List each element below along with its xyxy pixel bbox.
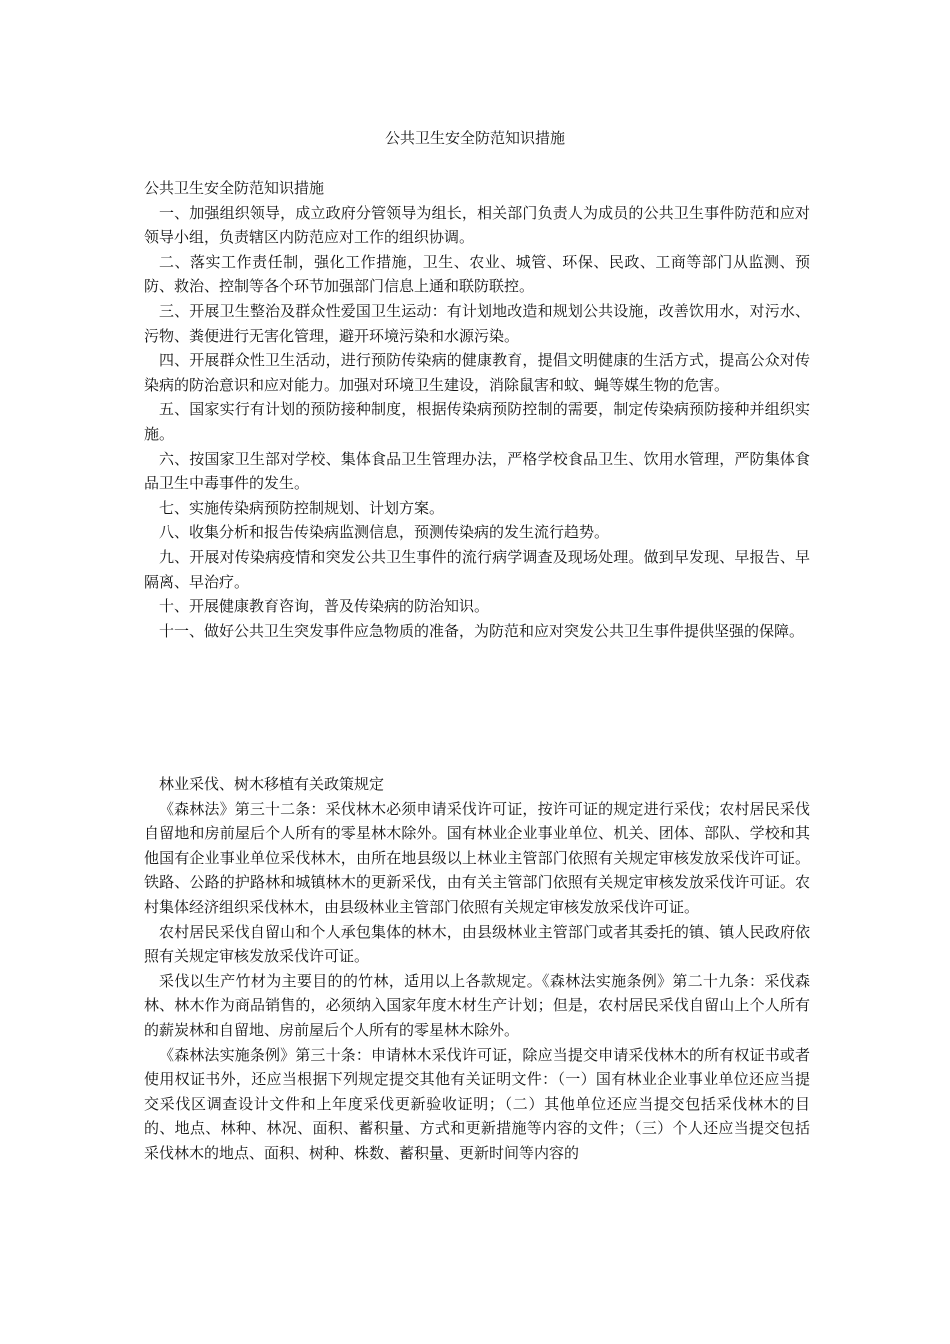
section-forestry-policy	[144, 772, 810, 1166]
paragraph: 十、开展健康教育咨询，普及传染病的防治知识。	[159, 597, 490, 616]
paragraph: 九、开展对传染病疫情和突发公共卫生事件的流行病学调查及现场处理。做到早发现、早报告、早隔离、早治疗。	[144, 547, 810, 591]
section-heading: 公共卫生安全防范知识措施	[144, 179, 325, 197]
paragraph: 八、收集分析和报告传染病监测信息，预测传染病的发生流行趋势。	[159, 523, 610, 542]
paragraph: 农村居民采伐自留山和个人承包集体的林木，由县级林业主管部门或者其委托的镇、镇人民政府依照有关规定审核发放采伐许可证。	[144, 922, 810, 966]
section-public-health	[144, 176, 810, 643]
paragraph: 四、开展群众性卫生活动，进行预防传染病的健康教育，提倡文明健康的生活方式，提高公众对传染病的防治意识和应对能力。加强对环境卫生建设，消除鼠害和蚊、蝇等媒生物的危害。	[144, 351, 810, 394]
document-title: 公共卫生安全防范知识措施	[384, 129, 565, 147]
paragraph: 《森林法》第三十二条：采伐林木必须申请采伐许可证，按许可证的规定进行采伐；农村居民采伐自留地和房前屋后个人所有的零星林木除外。国有林业企业事业单位、机关、团体、部队、学校和其他国有企业事业单位采伐林木，由所在地县级以上林业主管部门依照有关规定审核发放采伐许可证。铁路、公路的护路林和城镇林木的更新采伐，由有关主管部门依照有关规定审核发放采伐许可证。农村集体经济组织采伐林木，由县级林业主管部门依照有关规定审核发放采伐许可证。	[144, 799, 810, 916]
paragraph: 采伐以生产竹材为主要目的的竹林，适用以上各款规定。《森林法实施条例》第二十九条：采伐森林、林木作为商品销售的，必须纳入国家年度木材生产计划；但是，农村居民采伐自留山上个人所有的薪炭林和自留地、房前屋后个人所有的零星林木除外。	[144, 971, 810, 1039]
paragraph: 七、实施传染病预防控制规划、计划方案。	[159, 498, 445, 517]
paragraph: 六、按国家卫生部对学校、集体食品卫生管理办法，严格学校食品卫生、饮用水管理，严防集体食品卫生中毒事件的发生。	[144, 449, 810, 493]
paragraph: 一、加强组织领导，成立政府分管领导为组长，相关部门负责人为成员的公共卫生事件防范和应对领导小组，负责辖区内防范应对工作的组织协调。	[144, 203, 810, 247]
paragraph: 十一、做好公共卫生突发事件应急物质的准备，为防范和应对突发公共卫生事件提供坚强的保障。	[159, 621, 805, 640]
paragraph: 三、开展卫生整治及群众性爱国卫生运动：有计划地改造和规划公共设施，改善饮用水，对污水、污物、粪便进行无害化管理，避开环境污染和水源污染。	[144, 301, 810, 345]
paragraph: 二、落实工作责任制，强化工作措施，卫生、农业、城管、环保、民政、工商等部门从监测、预防、救治、控制等各个环节加强部门信息上通和联防联控。	[144, 252, 810, 296]
paragraph: 《森林法实施条例》第三十条：申请林木采伐许可证，除应当提交申请采伐林木的所有权证书或者使用权证书外，还应当根据下列规定提交其他有关证明文件：（一）国有林业企业事业单位还应当提交采伐区调查设计文件和上年度采伐更新验收证明；（二）其他单位还应当提交包括采伐林木的目的、地点、林种、林况、面积、蓄积量、方式和更新措施等内容的文件；（三）个人还应当提交包括采伐林木的地点、面积、树种、株数、蓄积量、更新时间等内容的	[144, 1045, 810, 1162]
section-heading: 林业采伐、树木移植有关政策规定	[159, 775, 385, 793]
paragraph: 五、国家实行有计划的预防接种制度，根据传染病预防控制的需要，制定传染病预防接种并组织实施。	[144, 400, 810, 443]
